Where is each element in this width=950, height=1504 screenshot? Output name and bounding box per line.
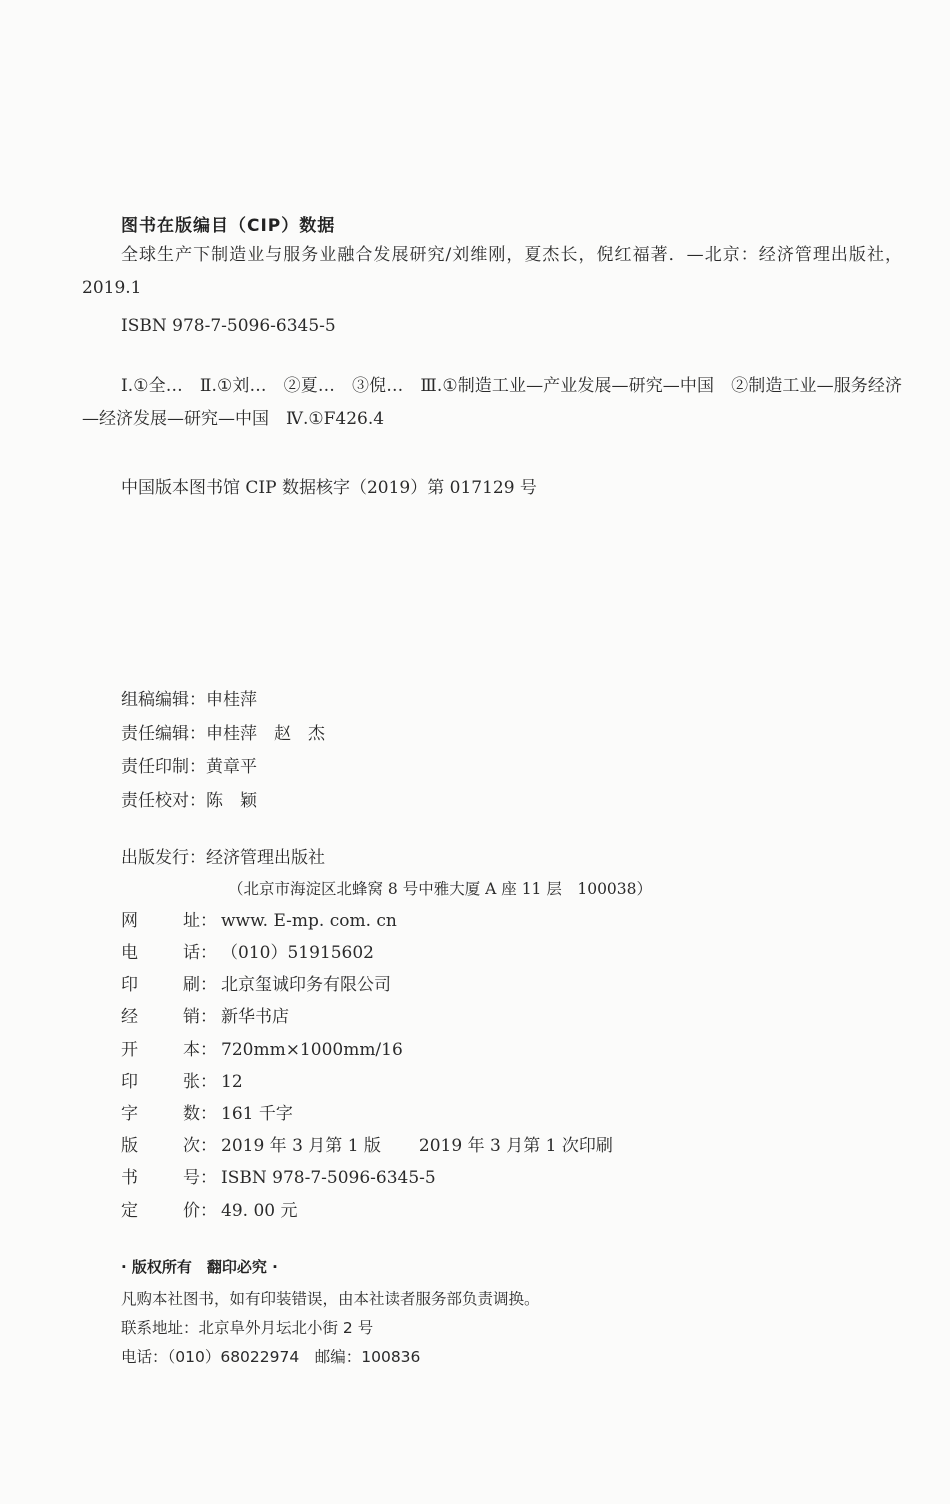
info-row-website <box>121 906 397 931</box>
info-row-word-count <box>121 1099 293 1124</box>
info-key-2: 价： <box>183 1201 217 1221</box>
info-row-format <box>121 1035 403 1060</box>
info-value: 161 千字 <box>221 1104 293 1124</box>
publisher-name: 经济管理出版社 <box>206 848 325 868</box>
info-key-2: 张： <box>183 1072 217 1092</box>
info-row-phone <box>121 938 374 963</box>
info-key-2: 数： <box>183 1104 217 1124</box>
info-key-1: 网 <box>121 911 138 931</box>
info-key-1: 开 <box>121 1040 138 1060</box>
info-key-1: 字 <box>121 1104 138 1124</box>
info-key-2: 址： <box>183 911 217 931</box>
info-value: 49. 00 元 <box>221 1201 298 1221</box>
notice-line: 电话：（010）68022974 邮编：100836 <box>121 1348 421 1366</box>
info-value: （010）51915602 <box>221 943 374 963</box>
cip-classification: Ⅰ.①全… Ⅱ.①刘… ②夏… ③倪… Ⅲ.①制造工业—产业发展—研究—中国 ②制造工业—服务经济—经济发展—研究—中国 Ⅳ.①F426.4 <box>82 376 902 429</box>
info-row-sheets <box>121 1067 243 1092</box>
info-value: 720mm×1000mm/16 <box>221 1040 403 1060</box>
publisher-row <box>121 843 325 868</box>
info-value: ISBN 978-7-5096-6345-5 <box>221 1168 436 1188</box>
cip-record-number: 中国版本图书馆 CIP 数据核字（2019）第 017129 号 <box>121 478 537 498</box>
staff-label: 组稿编辑： <box>121 690 206 710</box>
info-key-2: 话： <box>183 943 217 963</box>
info-value: www. E-mp. com. cn <box>221 911 397 931</box>
info-key-2: 次： <box>183 1136 217 1156</box>
info-key-1: 印 <box>121 975 138 995</box>
info-key-2: 销： <box>183 1007 217 1027</box>
cip-description: 全球生产下制造业与服务业融合发展研究/刘维刚，夏杰长，倪红福著．—北京：经济管理出版社，2019.1 <box>82 245 902 298</box>
info-value-printing: 2019 年 3 月第 1 次印刷 <box>418 1136 613 1156</box>
publisher-address: （北京市海淀区北蜂窝 8 号中雅大厦 A 座 11 层 100038） <box>228 880 653 898</box>
info-value: 新华书店 <box>221 1007 289 1027</box>
cip-isbn: ISBN 978-7-5096-6345-5 <box>121 316 336 336</box>
info-key-1: 书 <box>121 1168 138 1188</box>
staff-value: 申桂萍 赵 杰 <box>206 724 325 744</box>
staff-value: 申桂萍 <box>206 690 257 710</box>
info-row-price <box>121 1196 297 1221</box>
info-value: 12 <box>221 1072 243 1092</box>
info-row-printer <box>121 970 391 995</box>
info-key-2: 号： <box>183 1168 217 1188</box>
staff-label: 责任编辑： <box>121 724 206 744</box>
copyright-notice-title: · 版权所有 翻印必究 · <box>121 1258 278 1276</box>
info-key-1: 电 <box>121 943 138 963</box>
staff-row-print-supervisor <box>121 752 257 777</box>
info-value: 2019 年 3 月第 1 版 <box>221 1136 381 1156</box>
cip-heading: 图书在版编目（CIP）数据 <box>121 216 336 236</box>
info-key-1: 印 <box>121 1072 138 1092</box>
info-row-edition <box>121 1131 613 1156</box>
publisher-label: 出版发行： <box>121 848 206 868</box>
staff-label: 责任印制： <box>121 757 206 777</box>
staff-row-commissioning-editor <box>121 685 257 710</box>
info-value: 北京玺诚印务有限公司 <box>221 975 391 995</box>
staff-label: 责任校对： <box>121 791 206 811</box>
notice-line: 凡购本社图书，如有印装错误，由本社读者服务部负责调换。 <box>121 1290 540 1308</box>
staff-value: 陈 颖 <box>206 791 257 811</box>
staff-row-proofreader <box>121 786 257 811</box>
info-key-1: 版 <box>121 1136 138 1156</box>
info-key-1: 经 <box>121 1007 138 1027</box>
info-key-2: 本： <box>183 1040 217 1060</box>
notice-line: 联系地址：北京阜外月坛北小街 2 号 <box>121 1319 374 1337</box>
staff-value: 黄章平 <box>206 757 257 777</box>
info-row-book-number <box>121 1163 436 1188</box>
staff-row-responsible-editor <box>121 719 325 744</box>
info-key-1: 定 <box>121 1201 138 1221</box>
info-key-2: 刷： <box>183 975 217 995</box>
info-row-distributor <box>121 1002 289 1027</box>
